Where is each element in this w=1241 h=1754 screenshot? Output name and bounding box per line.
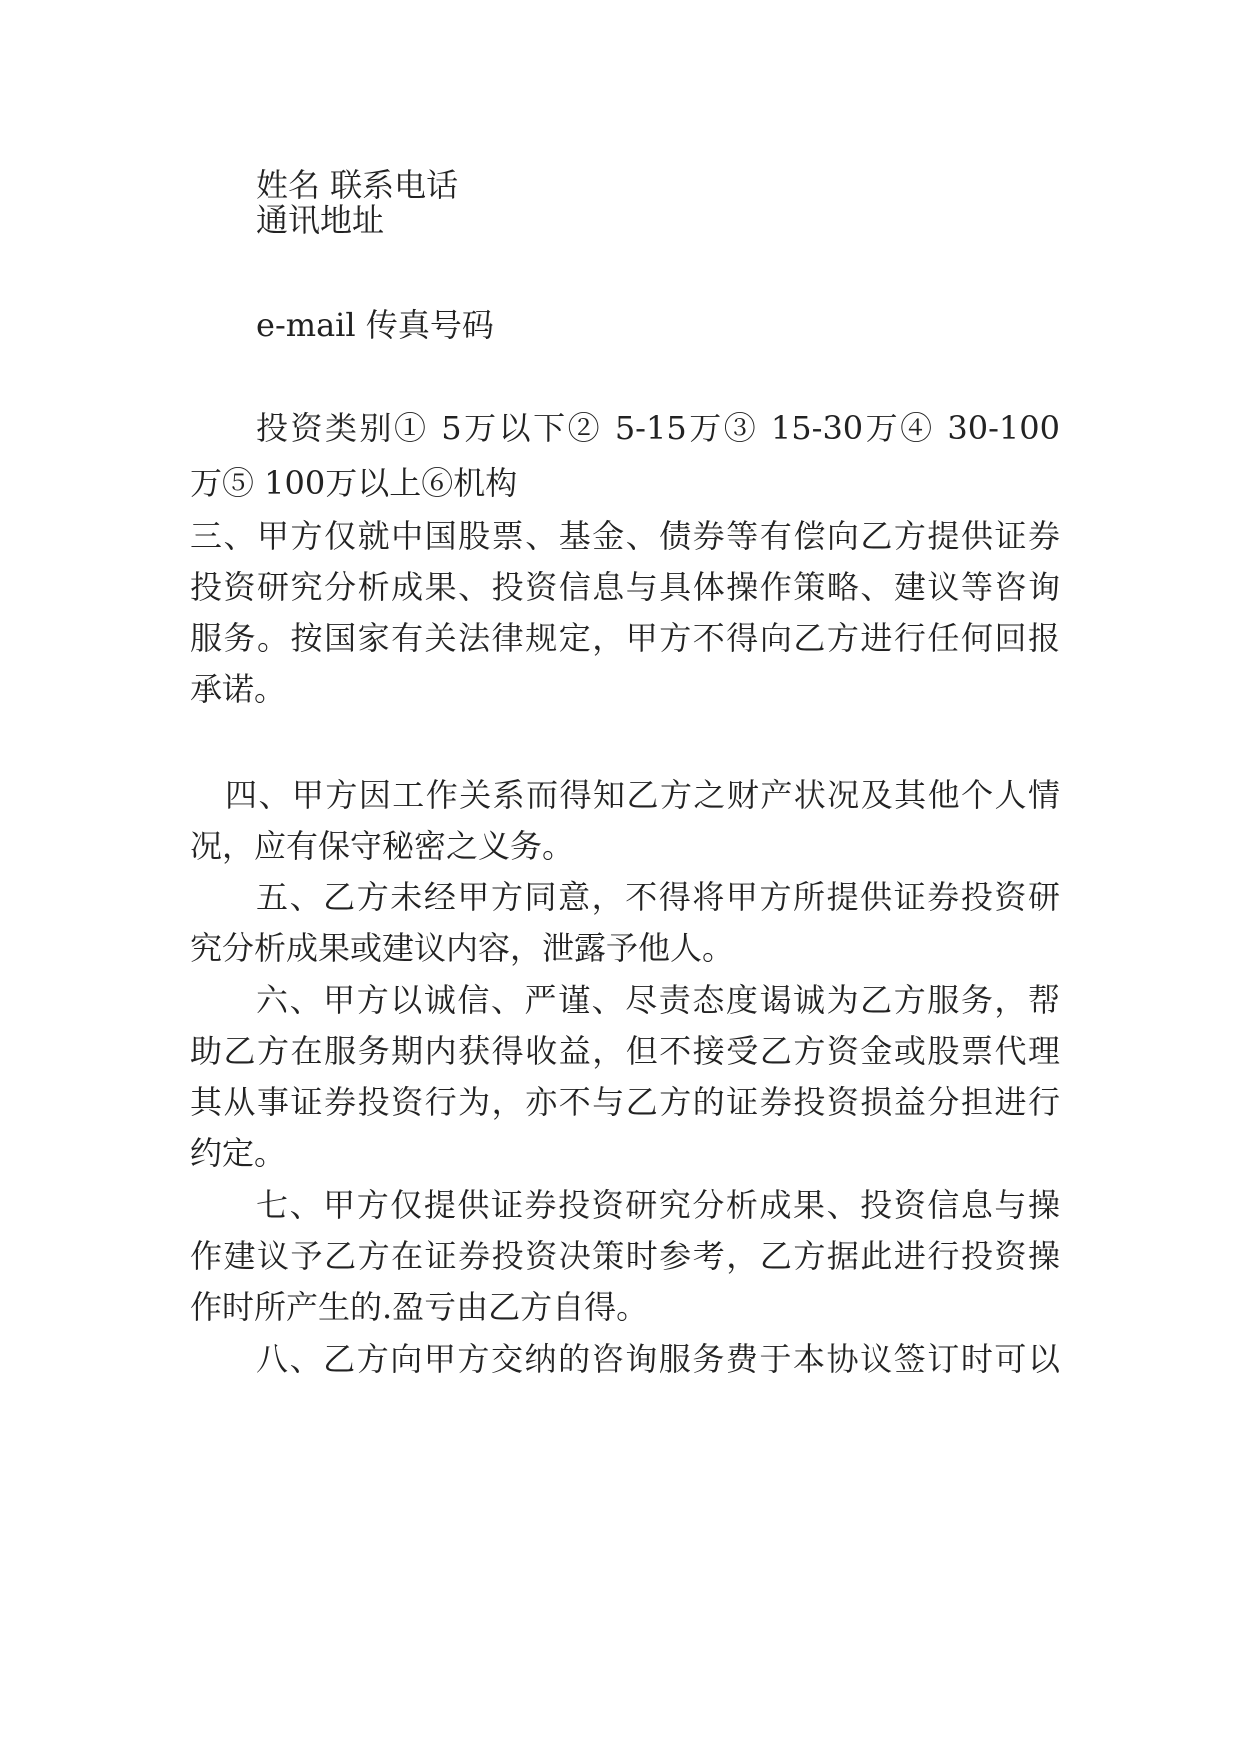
clause-8-line-1: 八、乙方向甲方交纳的咨询服务费于本协议签订时可以 bbox=[256, 1340, 1060, 1378]
clause-7-line-2: 作建议予乙方在证券投资决策时参考，乙方据此进行投资操 bbox=[190, 1237, 1060, 1275]
email-fax-line: e-mail 传真号码 bbox=[256, 306, 494, 344]
clause-6-line-2: 助乙方在服务期内获得收益，但不接受乙方资金或股票代理 bbox=[190, 1032, 1060, 1070]
clause-3-line-1: 三、甲方仅就中国股票、基金、债券等有偿向乙方提供证券 bbox=[190, 517, 1060, 555]
investment-category-line-cont: 万⑤ 100万以上⑥机构 bbox=[190, 464, 518, 502]
clause-5-line-1: 五、乙方未经甲方同意，不得将甲方所提供证券投资研 bbox=[256, 878, 1060, 916]
clause-4-line-2: 况，应有保守秘密之义务。 bbox=[190, 827, 575, 865]
clause-7-line-1: 七、甲方仅提供证券投资研究分析成果、投资信息与操 bbox=[256, 1186, 1060, 1224]
clause-3-line-4: 承诺。 bbox=[190, 670, 287, 708]
address-line: 通讯地址 bbox=[256, 201, 385, 239]
clause-6-line-3: 其从事证券投资行为，亦不与乙方的证券投资损益分担进行 bbox=[190, 1083, 1060, 1121]
name-phone-line: 姓名 联系电话 bbox=[256, 166, 459, 204]
clause-3-line-2: 投资研究分析成果、投资信息与具体操作策略、建议等咨询 bbox=[190, 568, 1060, 606]
clause-6-line-1: 六、甲方以诚信、严谨、尽责态度谒诚为乙方服务，帮 bbox=[256, 981, 1060, 1019]
investment-category-line: 投资类别① 5万以下② 5-15万③ 15-30万④ 30-100 bbox=[256, 409, 1060, 447]
clause-5-line-2: 究分析成果或建议内容，泄露予他人。 bbox=[190, 929, 735, 967]
clause-3-line-3: 服务。按国家有关法律规定，甲方不得向乙方进行任何回报 bbox=[190, 619, 1060, 657]
clause-6-line-4: 约定。 bbox=[190, 1134, 287, 1172]
clause-4-line-1: 四、甲方因工作关系而得知乙方之财产状况及其他个人情 bbox=[225, 776, 1060, 814]
clause-7-line-3: 作时所产生的.盈亏由乙方自得。 bbox=[190, 1288, 649, 1326]
